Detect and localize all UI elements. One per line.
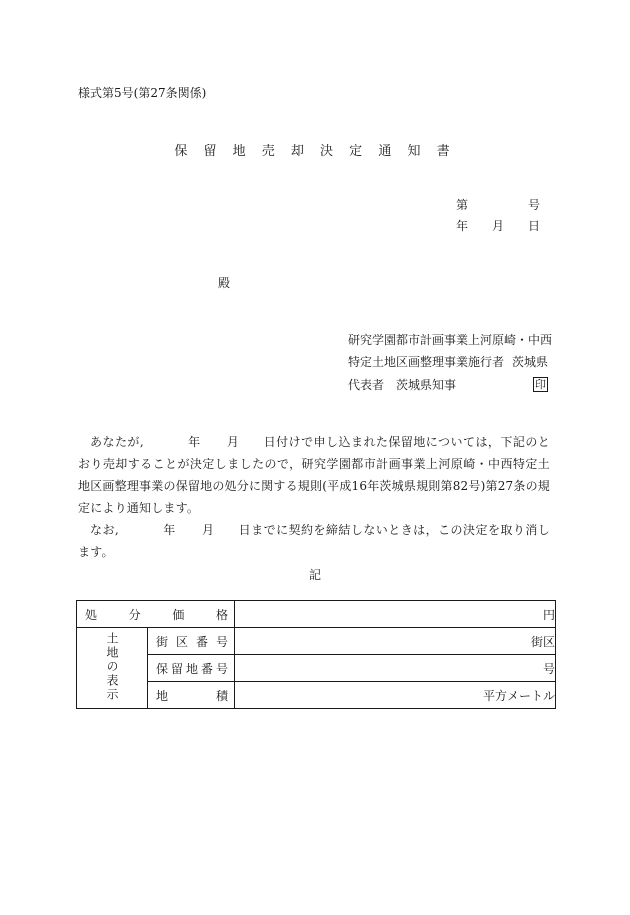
land-group-label: 土地の表示: [105, 631, 119, 702]
p1-text: 日付けで申し込まれた保留地については，下記のとおり売却することが決定しましたので，研究学園都市計画事業上河原崎・中西特定土地区画整理事業の保留地の処分に関する規則(平成16年茨城県規則第82号)第27条の規定により通知します。: [78, 435, 550, 515]
reserve-number-label: [148, 660, 234, 677]
row-label-char: 保: [156, 661, 169, 676]
date-day: 日: [527, 219, 540, 233]
p2-month: 月: [201, 523, 215, 537]
date-year: 年: [456, 219, 469, 233]
number-prefix: 第: [456, 198, 469, 212]
table-row-reserve: [77, 655, 556, 682]
price-label-char: 分: [128, 607, 141, 622]
row-label-char: 積: [215, 688, 228, 703]
notice-body: [78, 431, 550, 563]
seal-mark: 印: [535, 378, 546, 391]
ki-heading: 記: [308, 568, 321, 582]
table-row-price: [77, 601, 556, 628]
issuer-representative: [348, 376, 456, 393]
price-unit: 円: [235, 601, 556, 628]
row-label-char: 号: [215, 634, 228, 649]
representative-label: 代表者: [348, 378, 385, 392]
representative-name: 茨城県知事: [396, 378, 457, 392]
row-label-char: 区: [175, 634, 188, 649]
issuer-title: 特定土地区画整理事業施行者: [348, 355, 505, 369]
price-label-char: 格: [215, 607, 228, 622]
row-label-char: 留: [170, 661, 183, 676]
reserve-label-cell: [148, 655, 235, 682]
price-label-char: 価: [172, 607, 185, 622]
block-unit: 街区: [235, 628, 556, 655]
area-label: [148, 687, 234, 704]
land-group-cell: [77, 628, 148, 709]
body-paragraph-1: [78, 431, 550, 519]
row-label-char: 号: [215, 661, 228, 676]
area-label-cell: [148, 682, 235, 709]
row-label-char: 番: [200, 661, 213, 676]
issuer-line-3: [348, 376, 548, 393]
p2-text: 日までに契約を締結しないときは，この決定を取り消します。: [78, 523, 551, 559]
table-row-block: [77, 628, 556, 655]
addressee-suffix: 殿: [218, 276, 231, 290]
document-title: 保 留 地 売 却 決 定 通 知 書: [174, 144, 456, 159]
table-row-area: [77, 682, 556, 709]
row-label-char: 街: [156, 634, 169, 649]
row-label-char: 番: [195, 634, 208, 649]
block-label-cell: [148, 628, 235, 655]
details-table: [76, 600, 556, 709]
number-suffix: 号: [527, 198, 540, 212]
p1-lead: あなたが,: [90, 435, 144, 449]
body-paragraph-2: [78, 519, 550, 563]
block-number-label: [148, 633, 234, 650]
p2-lead: なお,: [90, 523, 119, 537]
issuer-prefecture: 茨城県: [511, 355, 548, 369]
p1-month: 月: [226, 435, 240, 449]
p2-year: 年: [162, 523, 176, 537]
document-date-line: [456, 217, 540, 234]
reserve-unit: 号: [235, 655, 556, 682]
issuer-line-2: [348, 353, 548, 370]
price-label-cell: [77, 601, 235, 628]
price-label-char: 処: [85, 607, 98, 622]
document-number-line: [456, 196, 540, 213]
form-number: 様式第5号(第27条関係): [78, 86, 207, 100]
row-label-char: 地: [185, 661, 198, 676]
price-label: [77, 606, 234, 623]
p1-year: 年: [187, 435, 201, 449]
row-label-char: 地: [156, 688, 169, 703]
date-month: 月: [491, 219, 504, 233]
area-unit: 平方メートル: [235, 682, 556, 709]
issuer-line-1: 研究学園都市計画事業上河原崎・中西: [348, 333, 553, 347]
